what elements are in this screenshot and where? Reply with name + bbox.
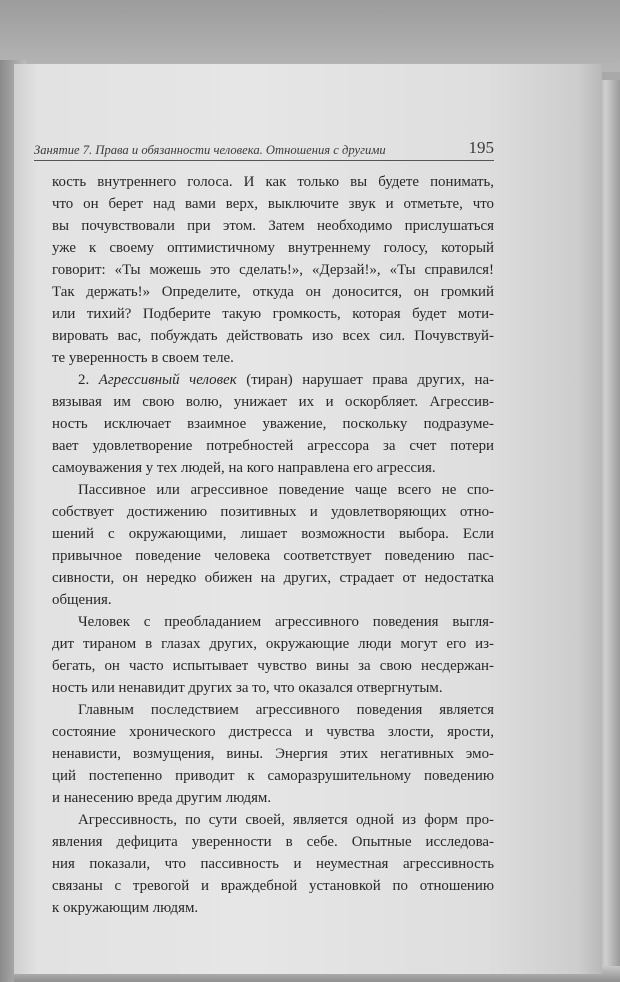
text-line: вы почувствовали при этом. Затем необходимо прислушаться — [52, 218, 494, 234]
lead-rest: (тиран) нарушает права других, на- — [236, 372, 495, 388]
text-line: Пассивное или агрессивное поведение чаще всего не спо- — [78, 482, 494, 498]
text-line: те уверенность в своем теле. — [52, 350, 234, 366]
text-line: говорит: «Ты можешь это сделать!», «Дерзай!», «Ты справился! — [52, 262, 494, 278]
paragraph-continuation — [52, 171, 494, 369]
text-line: ность или ненавидит других за то, что оказался отвергнутым. — [52, 680, 443, 696]
text-line: бегать, он часто испытывает чувство вины за свою несдержан- — [52, 658, 494, 674]
text-line: ния показали, что пассивность и неуместная агрессивность — [52, 856, 494, 872]
text-line: связаны с тревогой и враждебной установкой по отношению — [52, 878, 494, 894]
term-aggressive-person: Агрессивный человек — [98, 372, 237, 388]
text-line: вировать вас, побуждать действовать изо всех сил. Почувствуй- — [52, 328, 494, 344]
text-line: уже к своему оптимистичному внутреннему голосу, который — [52, 240, 494, 256]
list-marker: 2. — [78, 372, 99, 388]
text-line: что он берет над вами верх, выключите звук и отметьте, что — [52, 196, 494, 212]
text-line: сивности, он нередко обижен на других, страдает от недостатка — [52, 570, 494, 586]
text-line: кость внутреннего голоса. И как только вы будете понимать, — [52, 174, 494, 190]
text-line: или тихий? Подберите такую громкость, которая будет моти- — [52, 306, 494, 322]
text-line: самоуважения у тех людей, на кого направлена его агрессия. — [52, 460, 436, 476]
text-line: ненависти, возмущения, вины. Энергия этих негативных эмо- — [52, 746, 494, 762]
text-line: к окружающим людям. — [52, 900, 199, 916]
text-line: ций постепенно приводит к саморазрушительному поведению — [52, 768, 494, 784]
text-line: привычное поведение человека соответствует поведению пас- — [52, 548, 494, 564]
text-line: Агрессивность, по сути своей, является одной из форм про- — [78, 812, 494, 828]
text-line: шений с окружающими, лишает возможности выбора. Если — [52, 526, 494, 542]
paragraph-consequences — [52, 699, 494, 809]
body-text — [52, 171, 494, 919]
text-line: Так держать!» Определите, откуда он доносится, он громкий — [52, 284, 494, 300]
paragraph-aggressiveness — [52, 809, 494, 919]
page-number: 195 — [468, 138, 494, 157]
running-title: Занятие 7. Права и обязанности человека. Отношения с другими — [34, 143, 386, 157]
paragraph-aggressive-person — [52, 369, 494, 479]
text-line: вает удовлетворение потребностей агрессора за счет потери — [52, 438, 494, 454]
text-line: дит тираном в глазах других, окружающие люди могут его из- — [52, 636, 494, 652]
text-line: Главным последствием агрессивного поведения является — [78, 702, 494, 718]
text-line: ность исключает взаимное уважение, поскольку подразуме- — [52, 416, 494, 432]
text-line: собствует достижению позитивных и удовлетворяющих отно- — [52, 504, 494, 520]
paragraph-aggressive-behavior — [52, 611, 494, 699]
text-line: и нанесению вреда другим людям. — [52, 790, 272, 806]
text-line: общения. — [52, 592, 112, 608]
text-line-lead — [52, 369, 494, 391]
text-line: явления дефицита уверенности в себе. Опытные исследова- — [52, 834, 494, 850]
header-rule — [34, 160, 494, 161]
text-line: состояние хронического дистресса и чувства злости, ярости, — [52, 724, 494, 740]
paragraph-passive-behavior — [52, 479, 494, 611]
scan-top-shadow — [0, 0, 620, 72]
text-line: вязывая им свою волю, унижает их и оскорбляет. Агрессив- — [52, 394, 494, 410]
text-line: Человек с преобладанием агрессивного поведения выгля- — [78, 614, 494, 630]
running-header — [34, 138, 494, 160]
